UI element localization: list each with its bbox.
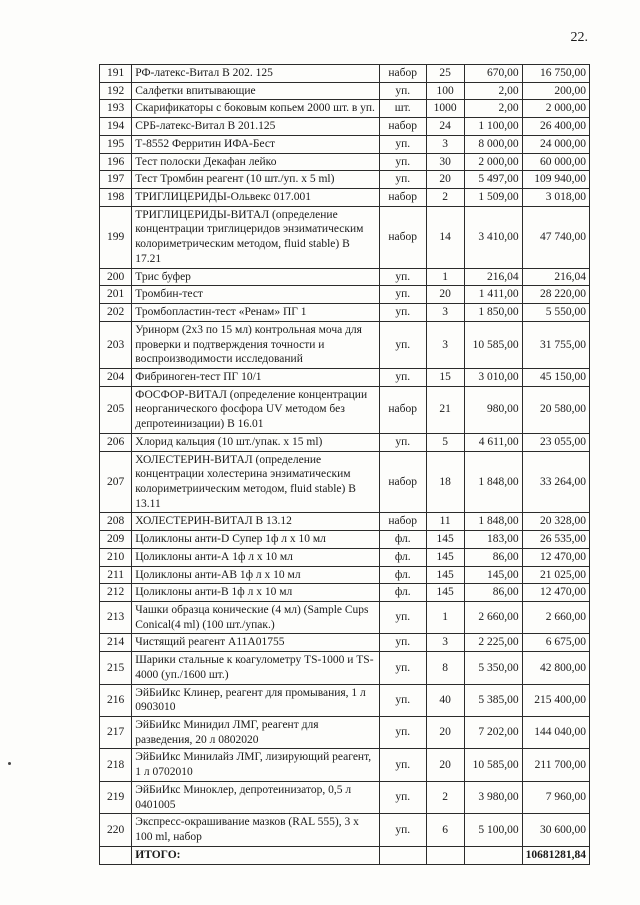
cell-num: 201 <box>100 286 132 304</box>
cell-price <box>464 846 522 864</box>
cell-price: 7 202,00 <box>464 717 522 749</box>
cell-unit: уп. <box>379 268 426 286</box>
cell-qty: 3 <box>426 321 464 368</box>
cell-num: 209 <box>100 531 132 549</box>
cell-qty: 14 <box>426 206 464 268</box>
cell-qty: 1000 <box>426 100 464 118</box>
cell-num: 208 <box>100 513 132 531</box>
cell-name: РФ-латекс-Витал В 202. 125 <box>132 65 380 83</box>
cell-name: Тест полоски Декафан лейко <box>132 153 380 171</box>
cell-qty <box>426 846 464 864</box>
table-row <box>100 684 590 716</box>
cell-unit: уп. <box>379 286 426 304</box>
cell-unit: уп. <box>379 171 426 189</box>
table-row <box>100 781 590 813</box>
cell-unit: уп. <box>379 82 426 100</box>
table-row <box>100 171 590 189</box>
cell-name: ХОЛЕСТЕРИН-ВИТАЛ (определение концентрации холестерина энзиматическим колориметриическим методом, fluid stable) В 13.11 <box>132 451 380 513</box>
cell-price: 2 000,00 <box>464 153 522 171</box>
cell-num: 195 <box>100 135 132 153</box>
cell-unit: набор <box>379 118 426 136</box>
cell-num: 199 <box>100 206 132 268</box>
cell-qty: 24 <box>426 118 464 136</box>
cell-num: 212 <box>100 584 132 602</box>
cell-num: 210 <box>100 548 132 566</box>
cell-price: 5 497,00 <box>464 171 522 189</box>
cell-unit: уп. <box>379 684 426 716</box>
cell-name: ЭйБиИкс Минилайз ЛМГ, лизирующий реагент, 1 л 0702010 <box>132 749 380 781</box>
table-row <box>100 602 590 634</box>
cell-name: Экспресс-окрашивание мазков (RAL 555), 3 x 100 ml, набор <box>132 814 380 846</box>
cell-unit: набор <box>379 189 426 207</box>
cell-qty: 25 <box>426 65 464 83</box>
cell-unit: уп. <box>379 433 426 451</box>
cell-price: 1 100,00 <box>464 118 522 136</box>
cell-price: 1 411,00 <box>464 286 522 304</box>
cell-num <box>100 846 132 864</box>
cell-total: 21 025,00 <box>522 566 589 584</box>
cell-name: Тест Тромбин реагент (10 шт./уп. x 5 ml) <box>132 171 380 189</box>
cell-qty: 21 <box>426 386 464 433</box>
cell-qty: 145 <box>426 531 464 549</box>
cell-num: 194 <box>100 118 132 136</box>
table-row <box>100 451 590 513</box>
table-row <box>100 368 590 386</box>
cell-total: 7 960,00 <box>522 781 589 813</box>
cell-name: Шарики стальные к коагулометру TS-1000 и TS-4000 (уп./1600 шт.) <box>132 652 380 684</box>
cell-qty: 145 <box>426 566 464 584</box>
cell-price: 2 660,00 <box>464 602 522 634</box>
cell-price: 1 848,00 <box>464 451 522 513</box>
cell-unit: шт. <box>379 100 426 118</box>
cell-num: 219 <box>100 781 132 813</box>
cell-unit: уп. <box>379 814 426 846</box>
table-row <box>100 652 590 684</box>
cell-num: 215 <box>100 652 132 684</box>
cell-price: 10 585,00 <box>464 749 522 781</box>
cell-total: 31 755,00 <box>522 321 589 368</box>
cell-qty: 3 <box>426 304 464 322</box>
cell-num: 217 <box>100 717 132 749</box>
cell-unit: уп. <box>379 321 426 368</box>
cell-qty: 18 <box>426 451 464 513</box>
table-row <box>100 566 590 584</box>
cell-total: 2 000,00 <box>522 100 589 118</box>
table-row <box>100 386 590 433</box>
table-row <box>100 135 590 153</box>
cell-price: 1 509,00 <box>464 189 522 207</box>
cell-unit: набор <box>379 206 426 268</box>
cell-unit: уп. <box>379 153 426 171</box>
cell-price: 4 611,00 <box>464 433 522 451</box>
cell-unit: набор <box>379 513 426 531</box>
cell-unit: фл. <box>379 531 426 549</box>
cell-total: 6 675,00 <box>522 634 589 652</box>
cell-price: 5 100,00 <box>464 814 522 846</box>
cell-qty: 20 <box>426 749 464 781</box>
cell-num: 206 <box>100 433 132 451</box>
table-body <box>100 65 590 847</box>
cell-num: 211 <box>100 566 132 584</box>
cell-qty: 20 <box>426 171 464 189</box>
cell-total: 30 600,00 <box>522 814 589 846</box>
cell-total: 3 018,00 <box>522 189 589 207</box>
cell-price: 8 000,00 <box>464 135 522 153</box>
cell-price: 670,00 <box>464 65 522 83</box>
cell-num: 193 <box>100 100 132 118</box>
cell-name: ХОЛЕСТЕРИН-ВИТАЛ В 13.12 <box>132 513 380 531</box>
cell-num: 197 <box>100 171 132 189</box>
cell-qty: 3 <box>426 634 464 652</box>
cell-num: 202 <box>100 304 132 322</box>
cell-price: 5 385,00 <box>464 684 522 716</box>
cell-qty: 145 <box>426 548 464 566</box>
cell-qty: 40 <box>426 684 464 716</box>
cell-name: Трис буфер <box>132 268 380 286</box>
cell-unit: набор <box>379 451 426 513</box>
cell-unit: уп. <box>379 717 426 749</box>
cell-name: СРБ-латекс-Витал В 201.125 <box>132 118 380 136</box>
cell-total: 33 264,00 <box>522 451 589 513</box>
cell-price: 145,00 <box>464 566 522 584</box>
cell-price: 86,00 <box>464 548 522 566</box>
cell-name: ЭйБиИкс Минидил ЛМГ, реагент для разведения, 20 л 0802020 <box>132 717 380 749</box>
table-row <box>100 304 590 322</box>
cell-unit: уп. <box>379 368 426 386</box>
items-table <box>99 64 590 865</box>
table-row <box>100 531 590 549</box>
cell-name: Цоликлоны анти-АВ 1ф л x 10 мл <box>132 566 380 584</box>
cell-unit: уп. <box>379 652 426 684</box>
cell-price: 1 848,00 <box>464 513 522 531</box>
cell-name: Чашки образца конические (4 мл) (Sample Cups Conical(4 ml) (100 шт./упак.) <box>132 602 380 634</box>
cell-total: 26 400,00 <box>522 118 589 136</box>
table-row <box>100 206 590 268</box>
cell-total: 5 550,00 <box>522 304 589 322</box>
table-row <box>100 82 590 100</box>
cell-num: 216 <box>100 684 132 716</box>
cell-num: 207 <box>100 451 132 513</box>
cell-price: 216,04 <box>464 268 522 286</box>
total-label: ИТОГО: <box>132 846 380 864</box>
table-row <box>100 118 590 136</box>
cell-name: ФОСФОР-ВИТАЛ (определение концентрации неорганического фосфора UV методом без депротеинизации) В 16.01 <box>132 386 380 433</box>
total-row <box>100 846 590 864</box>
cell-total: 45 150,00 <box>522 368 589 386</box>
cell-qty: 1 <box>426 602 464 634</box>
cell-total: 26 535,00 <box>522 531 589 549</box>
cell-total: 200,00 <box>522 82 589 100</box>
cell-name: Скарификаторы с боковым копьем 2000 шт. в уп. <box>132 100 380 118</box>
cell-qty: 30 <box>426 153 464 171</box>
table-row <box>100 634 590 652</box>
cell-num: 205 <box>100 386 132 433</box>
cell-price: 2 225,00 <box>464 634 522 652</box>
cell-name: Салфетки впитывающие <box>132 82 380 100</box>
cell-name: Тромбин-тест <box>132 286 380 304</box>
cell-qty: 20 <box>426 286 464 304</box>
cell-num: 204 <box>100 368 132 386</box>
cell-total: 20 580,00 <box>522 386 589 433</box>
cell-total: 144 040,00 <box>522 717 589 749</box>
cell-unit: набор <box>379 386 426 433</box>
scan-speck <box>8 762 11 765</box>
cell-total: 216,04 <box>522 268 589 286</box>
table-row <box>100 65 590 83</box>
cell-name: Хлорид кальция (10 шт./упак. x 15 ml) <box>132 433 380 451</box>
table-row <box>100 153 590 171</box>
cell-name: Т-8552 Ферритин ИФА-Бест <box>132 135 380 153</box>
cell-qty: 6 <box>426 814 464 846</box>
cell-unit: фл. <box>379 584 426 602</box>
cell-price: 3 010,00 <box>464 368 522 386</box>
cell-num: 220 <box>100 814 132 846</box>
cell-num: 203 <box>100 321 132 368</box>
cell-total: 28 220,00 <box>522 286 589 304</box>
cell-price: 1 850,00 <box>464 304 522 322</box>
cell-total: 215 400,00 <box>522 684 589 716</box>
cell-num: 192 <box>100 82 132 100</box>
cell-price: 3 980,00 <box>464 781 522 813</box>
cell-total: 12 470,00 <box>522 548 589 566</box>
cell-total: 47 740,00 <box>522 206 589 268</box>
cell-num: 191 <box>100 65 132 83</box>
cell-unit: уп. <box>379 304 426 322</box>
cell-qty: 1 <box>426 268 464 286</box>
cell-num: 196 <box>100 153 132 171</box>
cell-qty: 100 <box>426 82 464 100</box>
cell-total: 109 940,00 <box>522 171 589 189</box>
cell-unit: уп. <box>379 749 426 781</box>
cell-total: 23 055,00 <box>522 433 589 451</box>
cell-total: 24 000,00 <box>522 135 589 153</box>
cell-name: Цоликлоны анти-В 1ф л x 10 мл <box>132 584 380 602</box>
cell-price: 10 585,00 <box>464 321 522 368</box>
cell-name: ЭйБиИкс Миноклер, депротеинизатор, 0,5 л 0401005 <box>132 781 380 813</box>
cell-unit <box>379 846 426 864</box>
cell-unit: набор <box>379 65 426 83</box>
table-row <box>100 268 590 286</box>
table-row <box>100 433 590 451</box>
cell-qty: 3 <box>426 135 464 153</box>
cell-num: 200 <box>100 268 132 286</box>
total-value: 10681281,84 <box>522 846 589 864</box>
cell-total: 60 000,00 <box>522 153 589 171</box>
cell-name: Фибриноген-тест ПГ 10/1 <box>132 368 380 386</box>
cell-total: 42 800,00 <box>522 652 589 684</box>
cell-total: 211 700,00 <box>522 749 589 781</box>
cell-qty: 2 <box>426 189 464 207</box>
table-row <box>100 513 590 531</box>
cell-price: 2,00 <box>464 100 522 118</box>
cell-num: 218 <box>100 749 132 781</box>
cell-price: 183,00 <box>464 531 522 549</box>
table-row <box>100 189 590 207</box>
cell-unit: уп. <box>379 634 426 652</box>
cell-num: 198 <box>100 189 132 207</box>
table-row <box>100 321 590 368</box>
cell-name: Уринорм (2x3 по 15 мл) контрольная моча для проверки и подтверждения точности и воспроизводимости исследований <box>132 321 380 368</box>
cell-num: 214 <box>100 634 132 652</box>
cell-unit: уп. <box>379 602 426 634</box>
table-row <box>100 717 590 749</box>
cell-name: ТРИГЛИЦЕРИДЫ-Ольвекс 017.001 <box>132 189 380 207</box>
cell-name: Тромбопластин-тест «Ренам» ПГ 1 <box>132 304 380 322</box>
cell-qty: 11 <box>426 513 464 531</box>
table-row <box>100 584 590 602</box>
cell-name: ЭйБиИкс Клинер, реагент для промывания, 1 л 0903010 <box>132 684 380 716</box>
cell-qty: 5 <box>426 433 464 451</box>
cell-name: ТРИГЛИЦЕРИДЫ-ВИТАЛ (определение концентрации триглицеридов энзиматическим колориметрическим методом, fluid stable) В 17.21 <box>132 206 380 268</box>
cell-price: 5 350,00 <box>464 652 522 684</box>
cell-name: Чистящий реагент А11А01755 <box>132 634 380 652</box>
cell-unit: уп. <box>379 781 426 813</box>
cell-total: 2 660,00 <box>522 602 589 634</box>
table-row <box>100 100 590 118</box>
cell-num: 213 <box>100 602 132 634</box>
table-row <box>100 749 590 781</box>
cell-qty: 2 <box>426 781 464 813</box>
table-row <box>100 814 590 846</box>
cell-price: 980,00 <box>464 386 522 433</box>
cell-unit: фл. <box>379 548 426 566</box>
cell-qty: 8 <box>426 652 464 684</box>
cell-name: Цоликлоны анти-D Супер 1ф л x 10 мл <box>132 531 380 549</box>
cell-total: 20 328,00 <box>522 513 589 531</box>
cell-total: 12 470,00 <box>522 584 589 602</box>
cell-price: 2,00 <box>464 82 522 100</box>
cell-qty: 20 <box>426 717 464 749</box>
cell-unit: уп. <box>379 135 426 153</box>
cell-qty: 145 <box>426 584 464 602</box>
table-row <box>100 286 590 304</box>
cell-qty: 15 <box>426 368 464 386</box>
table-row <box>100 548 590 566</box>
page-number: 22. <box>570 30 588 45</box>
cell-price: 3 410,00 <box>464 206 522 268</box>
cell-price: 86,00 <box>464 584 522 602</box>
cell-unit: фл. <box>379 566 426 584</box>
cell-name: Цоликлоны анти-А 1ф л x 10 мл <box>132 548 380 566</box>
cell-total: 16 750,00 <box>522 65 589 83</box>
